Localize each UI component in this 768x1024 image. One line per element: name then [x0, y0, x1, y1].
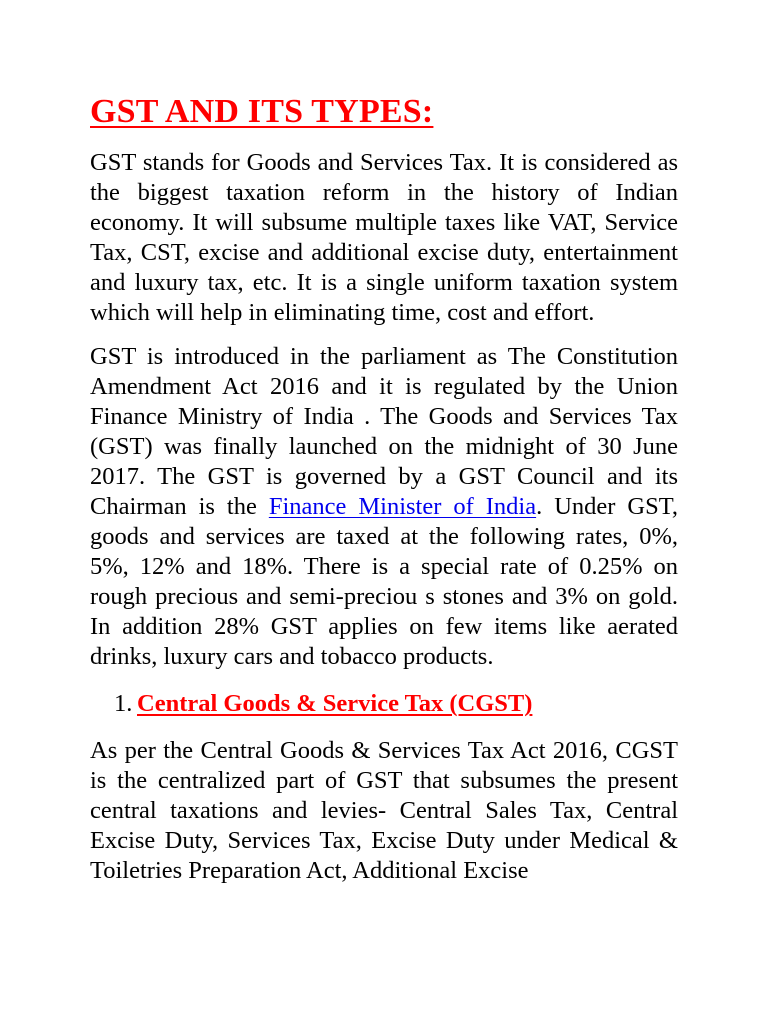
section-title: Central Goods & Service Tax (CGST) [137, 690, 533, 717]
page-title: GST AND ITS TYPES: [90, 93, 434, 130]
finance-minister-link[interactable]: Finance Minister of India [268, 493, 537, 520]
paragraph-text-after-link: . Under GST, goods and services are taxed at the following rates, 0%, 5%, 12% and 18%. There is a special rate of 0.25% on rough precious and semi-preciou s stones and 3% on gold. In addition 28% GST applies on few items like aerated drinks, luxury cars and tobacco products. [90, 493, 678, 670]
section-number: 1. [114, 690, 133, 717]
intro-paragraph: GST stands for Goods and Services Tax. It is considered as the biggest taxation reform in the history of Indian economy. It will subsume multiple taxes like VAT, Service Tax, CST, excise and additional excise duty, entertainment and luxury tax, etc. It is a single uniform taxation system which will help in eliminating time, cost and effort. [90, 149, 678, 326]
gst-introduction-paragraph [90, 342, 678, 672]
paragraph-text-before-link: GST is introduced in the parliament as The Constitution Amendment Act 2016 and it is regulated by the Union Finance Ministry of India . The Goods and Services Tax (GST) was finally launched on the midnight of 30 June 2017. The GST is governed by a GST Council and its Chairman is the [90, 343, 678, 520]
cgst-paragraph: As per the Central Goods & Services Tax Act 2016, CGST is the centralized part of GST that subsumes the present central taxations and levies- Central Sales Tax, Central Excise Duty, Services Tax, Excise Duty under Medical & Toiletries Preparation Act, Additional Excise [90, 737, 678, 884]
section-heading-cgst [90, 688, 678, 720]
document-page [90, 92, 678, 886]
